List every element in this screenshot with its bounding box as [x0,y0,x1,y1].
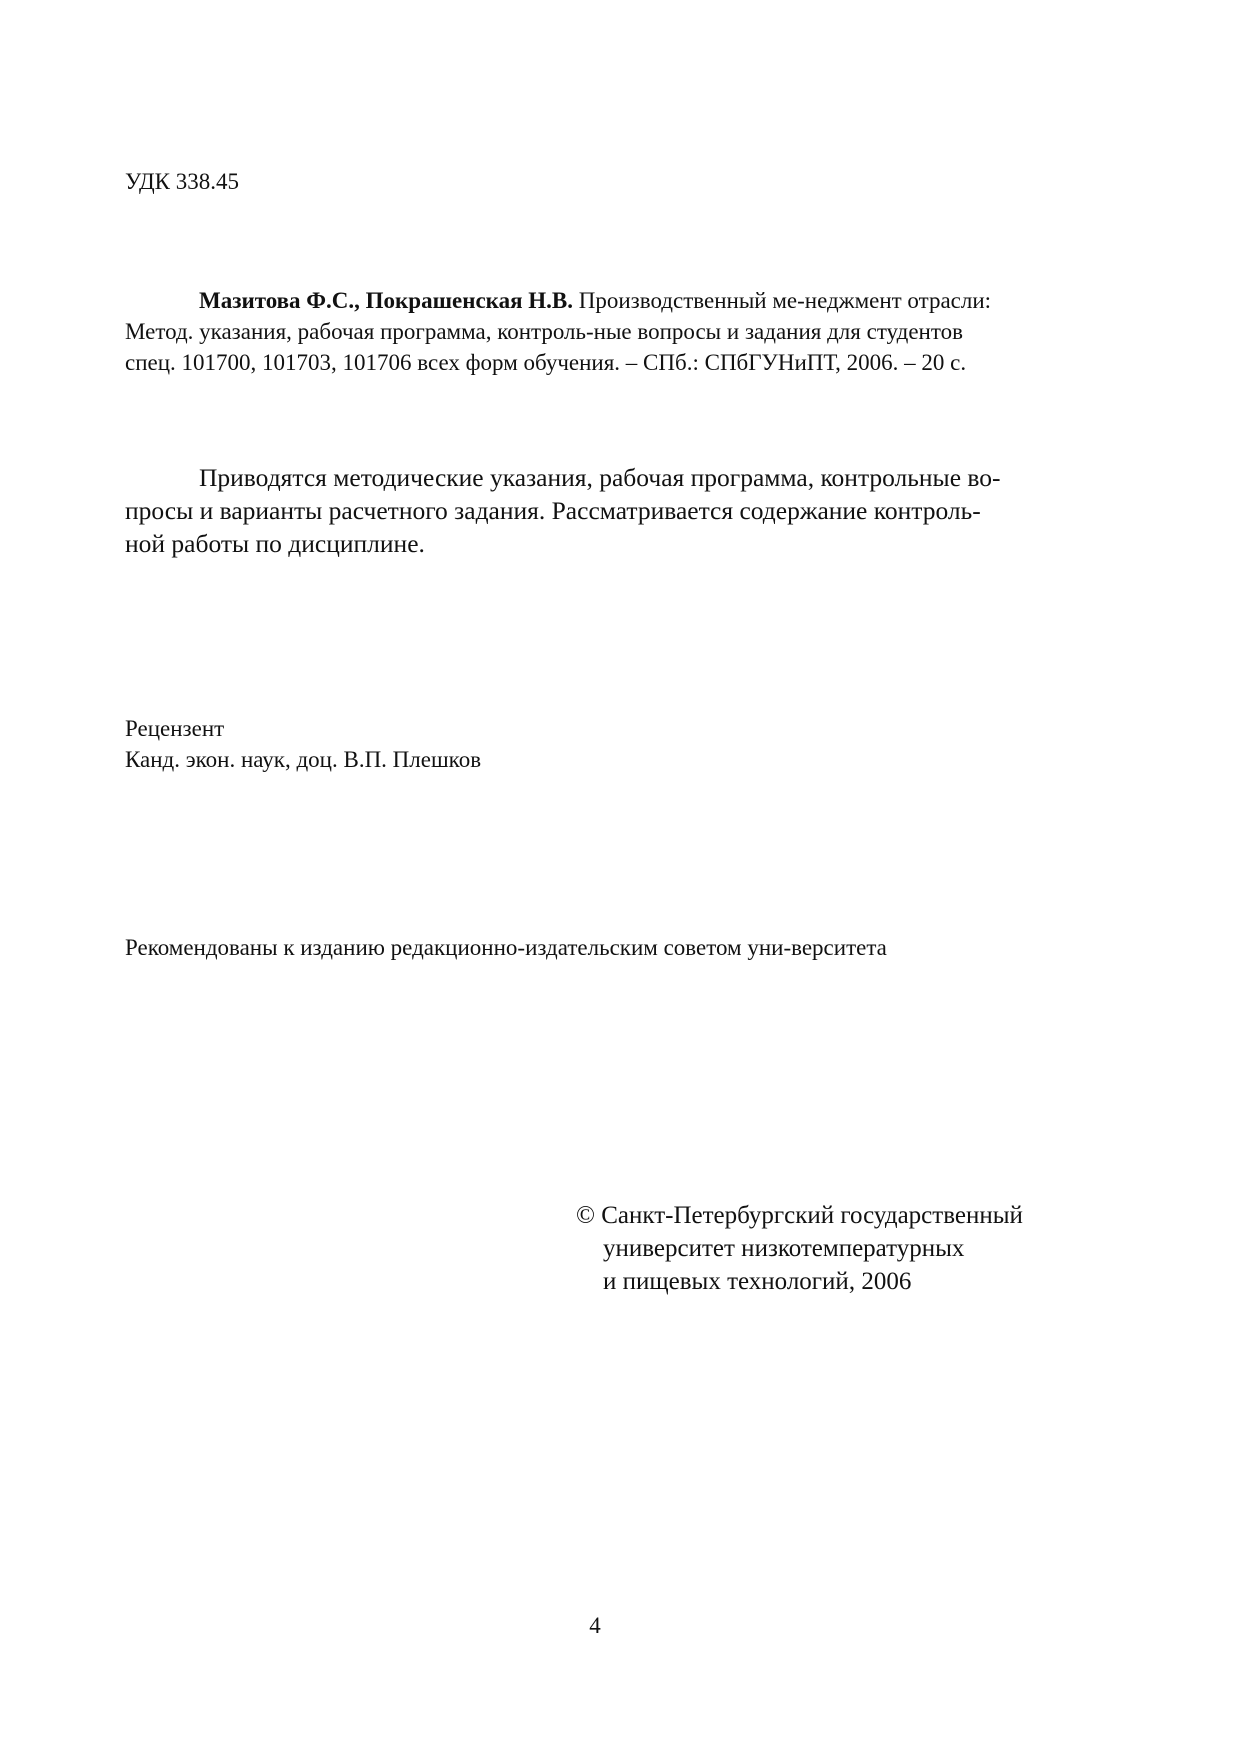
copyright-notice [576,1199,1023,1298]
page-number: 4 [589,1613,601,1638]
annotation-line-1: Приводятся методические указания, рабочая программа, контрольные во- [199,463,1001,492]
bibliography-line-1 [125,285,1060,316]
reviewer-label: Рецензент [125,716,225,741]
annotation [125,461,1060,560]
udk-code: УДК 338.45 [125,169,239,194]
bibliography-line-2: Метод. указания, рабочая программа, контроль-ные вопросы и задания для студентов [125,319,963,344]
annotation-line-2: просы и варианты расчетного задания. Рассматривается содержание контроль- [125,496,981,525]
copyright-line-2: университет низкотемпературных [603,1235,965,1262]
reviewer-name: Канд. экон. наук, доц. В.П. Плешков [125,747,482,772]
authors: Мазитова Ф.С., Покрашенская Н.В. [199,288,574,313]
recommendation-note: Рекомендованы к изданию редакционно-издательским советом уни-верситета [125,935,887,960]
copyright-line-3: и пищевых технологий, 2006 [603,1268,912,1295]
annotation-line-3: ной работы по дисциплине. [125,529,425,558]
bibliographic-description [125,285,1060,378]
book-title: Производственный ме-неджмент отрасли: [573,288,992,313]
reviewer [125,713,1060,775]
copyright-line-1: © Санкт-Петербургский государственный [576,1202,1023,1229]
bibliography-line-3: спец. 101700, 101703, 101706 всех форм обучения. – СПб.: СПбГУНиПТ, 2006. – 20 с. [125,350,967,375]
